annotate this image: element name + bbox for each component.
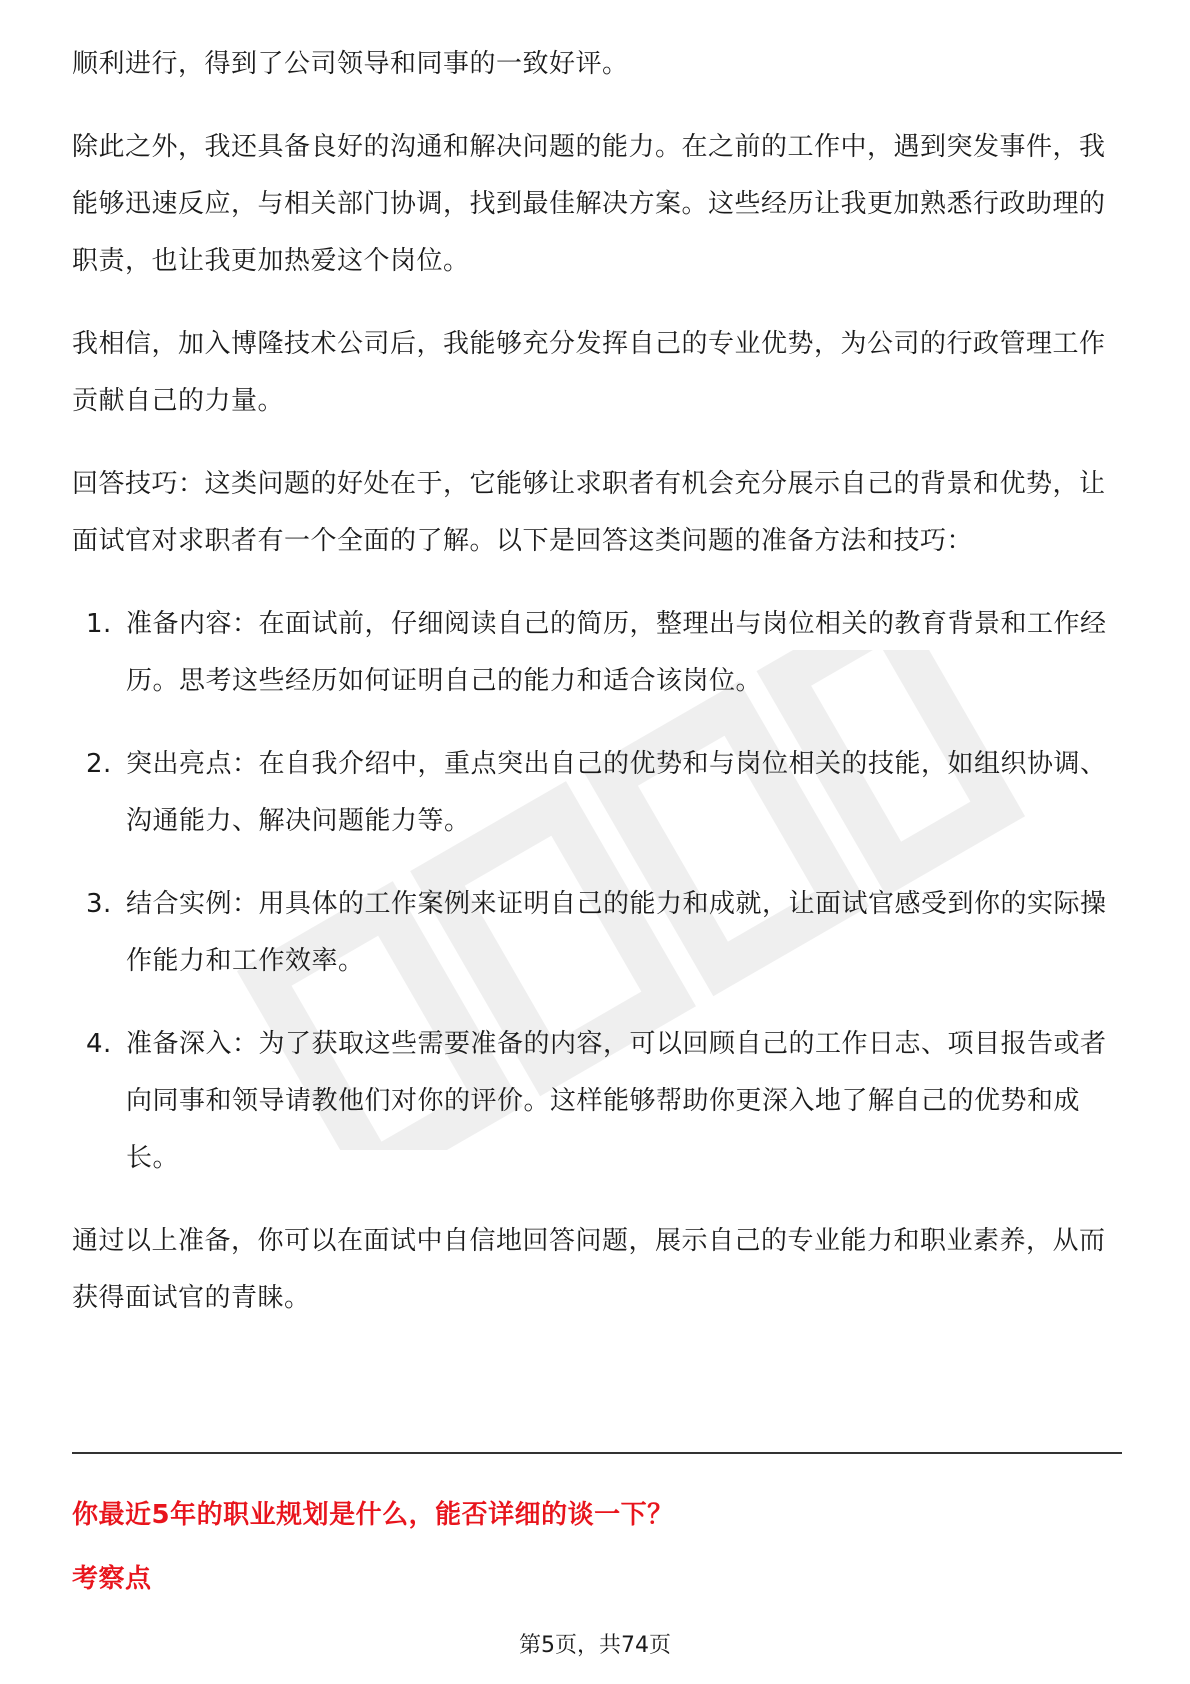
paragraph-continuation: 顺利进行，得到了公司领导和同事的一致好评。 bbox=[72, 49, 629, 79]
list-item-text: 准备深入：为了获取这些需要准备的内容，可以回顾自己的工作日志、项目报告或者向同事和领导请教他们对你的评价。这样能够帮助你更深入地了解自己的优势和成长。 bbox=[126, 1029, 1107, 1173]
paragraph-conclusion: 通过以上准备，你可以在面试中自信地回答问题，展示自己的专业能力和职业素养，从而获得面试官的青睐。 bbox=[72, 1226, 1106, 1313]
paragraph-belief: 我相信，加入博隆技术公司后，我能够充分发挥自己的专业优势，为公司的行政管理工作贡献自己的力量。 bbox=[72, 329, 1106, 416]
main-content bbox=[72, 36, 1122, 1353]
list-item bbox=[72, 736, 1122, 850]
list-item bbox=[72, 876, 1122, 990]
question-heading: 你最近5年的职业规划是什么，能否详细的谈一下？ bbox=[72, 1500, 674, 1530]
tips-list bbox=[72, 596, 1122, 1187]
section-divider bbox=[72, 1452, 1122, 1454]
page-number-footer: 第5页，共74页 bbox=[519, 1633, 671, 1658]
list-item bbox=[72, 596, 1122, 710]
list-item-number: 3. bbox=[86, 889, 112, 919]
list-item bbox=[72, 1016, 1122, 1187]
paragraph-answer-tips: 回答技巧：这类问题的好处在于，它能够让求职者有机会充分展示自己的背景和优势，让面试官对求职者有一个全面的了解。以下是回答这类问题的准备方法和技巧： bbox=[72, 469, 1106, 556]
list-item-number: 1. bbox=[86, 609, 112, 639]
paragraph-communication-skills: 除此之外，我还具备良好的沟通和解决问题的能力。在之前的工作中，遇到突发事件，我能够迅速反应，与相关部门协调，找到最佳解决方案。这些经历让我更加熟悉行政助理的职责，也让我更加热爱这个岗位。 bbox=[72, 132, 1106, 276]
section-label-evaluation-point: 考察点 bbox=[72, 1564, 152, 1594]
list-item-text: 结合实例：用具体的工作案例来证明自己的能力和成就，让面试官感受到你的实际操作能力和工作效率。 bbox=[126, 889, 1107, 976]
list-item-text: 准备内容：在面试前，仔细阅读自己的简历，整理出与岗位相关的教育背景和工作经历。思考这些经历如何证明自己的能力和适合该岗位。 bbox=[126, 609, 1107, 696]
list-item-text: 突出亮点：在自我介绍中，重点突出自己的优势和与岗位相关的技能，如组织协调、沟通能力、解决问题能力等。 bbox=[126, 749, 1107, 836]
list-item-number: 4. bbox=[86, 1029, 112, 1059]
list-item-number: 2. bbox=[86, 749, 112, 779]
